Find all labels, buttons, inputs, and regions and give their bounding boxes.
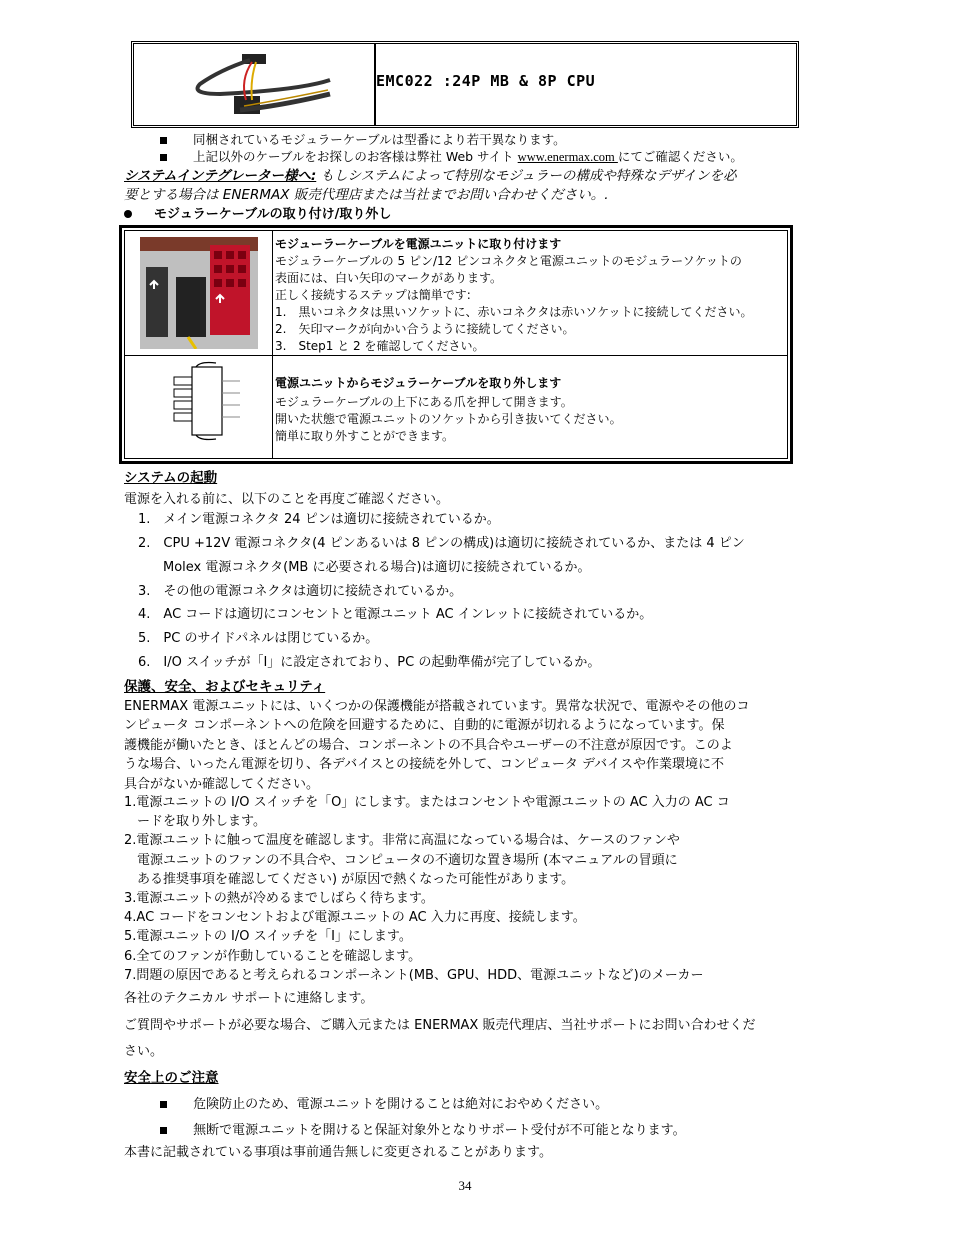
support-text-2: さい。 — [124, 1044, 164, 1059]
startup-item-1: 1. メイン電源コネクタ 24 ピンは適切に接続されているか。 — [138, 512, 500, 527]
protection-step: 7.問題の原因であると考えられるコンポーネント(MB、GPU、HDD、電源ユニットなど)のメーカー — [124, 967, 704, 983]
safety-heading: 安全上のご注意 — [124, 1070, 219, 1086]
enermax-website-link[interactable]: www.enermax.com — [517, 150, 618, 164]
protection-heading: 保護、安全、およびセキュリティ — [124, 679, 326, 695]
startup-intro: 電源を入れる前に、以下のことを再度ご確認ください。 — [124, 492, 450, 507]
attach-line-2: 表面には、白い矢印のマークがあります。 — [275, 271, 503, 285]
attach-section-heading — [124, 203, 391, 222]
attach-line-3: 正しく接続するステップは簡単です: — [275, 288, 471, 302]
startup-item-2: 2. CPU +12V 電源コネクタ(4 ピンあるいは 8 ピンの構成)は適切に接続されているか、または 4 ピン — [138, 536, 745, 551]
protection-step: 5.電源ユニットの I/O スイッチを「I」にします。 — [124, 929, 412, 945]
square-bullet-icon — [160, 137, 167, 144]
protection-step: 1.電源ユニットの I/O スイッチを「O」にします。またはコンセントや電源ユニットの AC 入力の AC コ — [124, 795, 730, 810]
module-cable-table — [119, 225, 793, 464]
cable-table — [131, 41, 799, 128]
footer-note: 本書に記載されている事項は事前通告無しに変更されることがあります。 — [124, 1145, 552, 1160]
protection-step: 3.電源ユニットの熱が冷めるまでしばらく待ちます。 — [124, 891, 434, 907]
detach-line-3: 簡単に取り外すことができます。 — [275, 429, 455, 443]
safety-item-2 — [160, 1119, 686, 1138]
attach-connector-photo — [140, 237, 258, 349]
square-bullet-icon — [160, 1101, 167, 1108]
detach-connector-diagram — [170, 361, 244, 441]
protection-step: ある推奨事項を確認してください) が原因で熱くなった可能性があります。 — [124, 871, 575, 887]
detach-line-1: モジュラーケーブルの上下にある爪を押して開きます。 — [275, 395, 573, 409]
protection-step: 2.電源ユニットに触って温度を確認します。非常に高温になっている場合は、ケースのファンや — [124, 833, 680, 849]
attach-instructions — [275, 236, 753, 355]
page-number: 34 — [458, 1178, 472, 1193]
detach-title: 電源ユニットからモジュラーケーブルを取り外します — [275, 376, 562, 390]
protection-para-line: ENERMAX 電源ユニットには、いくつかの保護機能が搭載されています。異常な状況で、電源やその他のコ — [124, 699, 750, 714]
startup-item-3: 3. その他の電源コネクタは適切に接続されているか。 — [138, 584, 463, 599]
startup-item-4: 4. AC コードは適切にコンセントと電源ユニット AC インレットに接続されているか。 — [138, 607, 653, 622]
integrator-note — [124, 164, 736, 184]
protection-step: 電源ユニットのファンの不具合や、コンピュータの不適切な置き場所 (本マニュアルの冒頭に — [124, 852, 678, 868]
square-bullet-icon — [160, 1127, 167, 1134]
square-bullet-icon — [160, 154, 167, 161]
attach-title: モジューラーケーブルを電源ユニットに取り付けます — [275, 237, 562, 251]
protection-para-line: 具合がないか確認してください。 — [124, 776, 320, 792]
safety-item-2-text: 無断で電源ユニットを開けると保証対象外となりサポート受付が不可能となります。 — [193, 1123, 686, 1138]
safety-item-1-text: 危険防止のため、電源ユニットを開けることは絶対におやめください。 — [193, 1097, 609, 1112]
integrator-label: システムインテグレーター様へ: — [124, 168, 317, 184]
note-2-suffix: にてご確認ください。 — [617, 149, 743, 164]
startup-heading: システムの起動 — [124, 470, 218, 486]
attach-step-3: 3. Step1 と 2 を確認してください。 — [275, 339, 485, 353]
protection-step-7-cont: 各社のテクニカル サポートに連絡します。 — [124, 991, 374, 1006]
integrator-text-2: 要とする場合は ENERMAX 販売代理店または当社までお問い合わせください。. — [124, 187, 609, 203]
protection-step: 6.全てのファンが作動していることを確認します。 — [124, 948, 422, 964]
protection-para-line: 護機能が働いたとき、ほとんどの場合、コンポーネントの不具合やユーザーの不注意が原因です。このよ — [124, 737, 733, 753]
attach-step-1: 1. 黒いコネクタは黒いソケットに、赤いコネクタは赤いソケットに接続してください。 — [275, 305, 753, 319]
safety-item-1 — [160, 1093, 608, 1112]
attach-step-2: 2. 矢印マークが向かい合うように接続してください。 — [275, 322, 575, 336]
startup-item-2-cont: Molex 電源コネクタ(MB に必要される場合)は適切に接続されているか。 — [163, 560, 591, 575]
note-1-text: 同梱されているモジュラーケーブルは型番により若干異なります。 — [192, 132, 566, 147]
detach-instructions — [275, 375, 622, 445]
protection-paragraph — [124, 697, 750, 794]
note-1 — [160, 130, 566, 148]
attach-heading-text: モジュラーケーブルの取り付け/取り外し — [154, 207, 392, 222]
round-bullet-icon — [124, 210, 132, 218]
protection-para-line: ンピュータ コンポーネントへの危険を回避するために、自動的に電源が切れるようになっています。保 — [124, 718, 725, 734]
startup-item-6: 6. I/O スイッチが「I」に設定されており、PC の起動準備が完了しているか。 — [138, 655, 601, 670]
note-2 — [160, 147, 743, 165]
startup-item-5: 5. PC のサイドパネルは閉じているか。 — [138, 631, 379, 646]
support-text-1: ご質問やサポートが必要な場合、ご購入元または ENERMAX 販売代理店、当社サポートにお問い合わせくだ — [124, 1018, 756, 1033]
protection-step: 4.AC コードをコンセントおよび電源ユニットの AC 入力に再度、接続します。 — [124, 910, 586, 926]
attach-line-1: モジュラーケーブルの 5 ピン/12 ピンコネクタと電源ユニットのモジュラーソケットの — [275, 254, 742, 268]
protection-steps — [124, 793, 730, 985]
protection-para-line: うな場合、いったん電源を切り、各デバイスとの接続を外して、コンピュータ デバイスや作業環境に不 — [124, 757, 725, 773]
detach-line-2: 開いた状態で電源ユニットのソケットから引き抜いてください。 — [275, 412, 622, 426]
protection-step: ードを取り外します。 — [124, 814, 266, 830]
modular-cable-photo — [180, 50, 340, 122]
cable-model-label: EMC022 :24P MB & 8P CPU — [376, 72, 596, 90]
note-2-text: 上記以外のケーブルをお探しのお客様は弊社 Web サイト — [192, 149, 518, 164]
integrator-text-1: もしシステムによって特別なモジュラーの構成や特殊なデザインを必 — [316, 168, 737, 184]
